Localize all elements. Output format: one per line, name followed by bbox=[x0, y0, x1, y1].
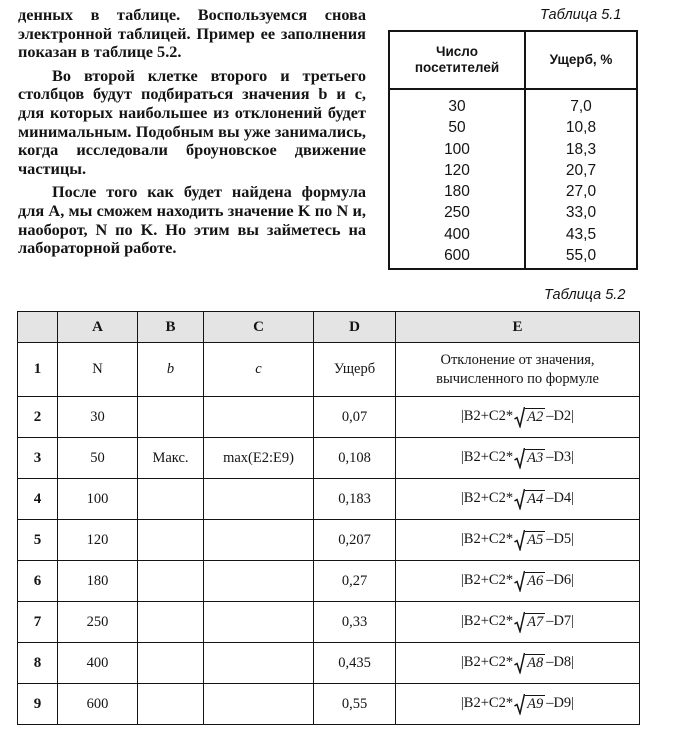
cell-b bbox=[138, 479, 204, 520]
cell-a: 120 bbox=[58, 520, 138, 561]
damage-value: 10,8 bbox=[565, 119, 597, 137]
cell-c bbox=[204, 684, 314, 725]
cell-c: c bbox=[204, 343, 314, 397]
sqrt-sign: A7 bbox=[514, 611, 545, 633]
cell-b bbox=[138, 561, 204, 602]
table-5-1-header bbox=[390, 32, 636, 90]
cell-d: 0,435 bbox=[314, 643, 396, 684]
paragraph-2: Во второй клетке второго и третьего столбцов будут подбираться значения b и c, для которых наибольшее из отклонений будет минимальным. Подобным вы уже занимались, когда исследовали броуновское движение частицы. bbox=[18, 65, 366, 178]
row-number: 8 bbox=[18, 643, 58, 684]
cell-b: b bbox=[138, 343, 204, 397]
row-number: 5 bbox=[18, 520, 58, 561]
formula: |B2+C2* A3 –D3| bbox=[461, 449, 574, 465]
cell-b bbox=[138, 602, 204, 643]
cell-a: 180 bbox=[58, 561, 138, 602]
visitors-value: 100 bbox=[444, 140, 470, 158]
cell-c bbox=[204, 561, 314, 602]
table-row bbox=[18, 438, 640, 479]
formula: |B2+C2* A7 –D7| bbox=[461, 613, 574, 629]
col-letter-d: D bbox=[314, 312, 396, 343]
body-text bbox=[18, 6, 366, 263]
cell-e: Отклонение от значения, вычисленного по формуле bbox=[396, 343, 640, 397]
cell-d: 0,33 bbox=[314, 602, 396, 643]
cell-a: 100 bbox=[58, 479, 138, 520]
visitors-column bbox=[390, 90, 526, 270]
damage-value: 27,0 bbox=[565, 183, 597, 201]
damage-value: 43,5 bbox=[565, 225, 597, 243]
sqrt-sign: A8 bbox=[514, 652, 545, 674]
table-5-1 bbox=[388, 30, 638, 270]
row-number: 9 bbox=[18, 684, 58, 725]
cell-d: 0,108 bbox=[314, 438, 396, 479]
cell-c bbox=[204, 643, 314, 684]
cell-d: 0,207 bbox=[314, 520, 396, 561]
cell-e bbox=[396, 561, 640, 602]
visitors-value: 30 bbox=[448, 98, 466, 115]
column-letters-row bbox=[18, 312, 640, 343]
cell-a: 400 bbox=[58, 643, 138, 684]
sqrt-sign: A3 bbox=[514, 447, 545, 469]
damage-value: 7,0 bbox=[570, 98, 592, 115]
table-5-1-body bbox=[390, 90, 636, 270]
visitors-value: 250 bbox=[444, 204, 470, 222]
header-visitors: Число посетителей bbox=[390, 32, 526, 88]
sqrt-sign: A6 bbox=[514, 570, 545, 592]
cell-d: 0,27 bbox=[314, 561, 396, 602]
table-5-1-caption: Таблица 5.1 bbox=[540, 7, 622, 23]
damage-column bbox=[526, 90, 636, 270]
cell-e bbox=[396, 520, 640, 561]
cell-e bbox=[396, 438, 640, 479]
cell-a: N bbox=[58, 343, 138, 397]
table-5-2-caption: Таблица 5.2 bbox=[544, 287, 626, 303]
cell-c bbox=[204, 479, 314, 520]
cell-b bbox=[138, 643, 204, 684]
table-row bbox=[18, 397, 640, 438]
row-number: 3 bbox=[18, 438, 58, 479]
formula: |B2+C2* A2 –D2| bbox=[461, 408, 574, 424]
sqrt-sign: A5 bbox=[514, 529, 545, 551]
formula: |B2+C2* A9 –D9| bbox=[461, 695, 574, 711]
cell-b bbox=[138, 684, 204, 725]
table-5-2 bbox=[17, 311, 640, 725]
col-letter-e: E bbox=[396, 312, 640, 343]
cell-a: 30 bbox=[58, 397, 138, 438]
cell-a: 50 bbox=[58, 438, 138, 479]
row-number: 2 bbox=[18, 397, 58, 438]
cell-d: 0,55 bbox=[314, 684, 396, 725]
corner-cell bbox=[18, 312, 58, 343]
table-row bbox=[18, 684, 640, 725]
cell-e bbox=[396, 643, 640, 684]
row-number: 4 bbox=[18, 479, 58, 520]
cell-d: 0,07 bbox=[314, 397, 396, 438]
row-number: 1 bbox=[18, 343, 58, 397]
sqrt-sign: A4 bbox=[514, 488, 545, 510]
cell-c bbox=[204, 602, 314, 643]
damage-value: 55,0 bbox=[565, 247, 597, 265]
cell-c bbox=[204, 397, 314, 438]
visitors-value: 120 bbox=[444, 161, 470, 179]
col-letter-a: A bbox=[58, 312, 138, 343]
visitors-value: 400 bbox=[444, 225, 470, 243]
formula: |B2+C2* A6 –D6| bbox=[461, 572, 574, 588]
cell-d: Ущерб bbox=[314, 343, 396, 397]
cell-e bbox=[396, 479, 640, 520]
table-row bbox=[18, 343, 640, 397]
col-letter-c: C bbox=[204, 312, 314, 343]
damage-value: 20,7 bbox=[565, 161, 597, 179]
damage-value: 18,3 bbox=[565, 140, 597, 158]
visitors-value: 180 bbox=[444, 183, 470, 201]
cell-e bbox=[396, 602, 640, 643]
cell-c: max(E2:E9) bbox=[204, 438, 314, 479]
cell-e bbox=[396, 397, 640, 438]
damage-value: 33,0 bbox=[565, 204, 597, 222]
row-number: 6 bbox=[18, 561, 58, 602]
cell-b bbox=[138, 397, 204, 438]
visitors-value: 50 bbox=[448, 119, 466, 137]
formula: |B2+C2* A4 –D4| bbox=[461, 490, 574, 506]
formula: |B2+C2* A5 –D5| bbox=[461, 531, 574, 547]
cell-a: 250 bbox=[58, 602, 138, 643]
cell-e bbox=[396, 684, 640, 725]
paragraph-3: После того как будет найдена формула для A, мы сможем находить значение K по N и, наоборот, N по K. Но этим вы займетесь на лабораторной работе. bbox=[18, 182, 366, 258]
row-number: 7 bbox=[18, 602, 58, 643]
header-damage: Ущерб, % bbox=[549, 52, 613, 67]
table-row bbox=[18, 643, 640, 684]
cell-b: Макс. bbox=[138, 438, 204, 479]
col-letter-b: B bbox=[138, 312, 204, 343]
formula: |B2+C2* A8 –D8| bbox=[461, 654, 574, 670]
table-row bbox=[18, 479, 640, 520]
table-row bbox=[18, 561, 640, 602]
cell-d: 0,183 bbox=[314, 479, 396, 520]
cell-b bbox=[138, 520, 204, 561]
sqrt-sign: A2 bbox=[514, 406, 545, 428]
paragraph-1: денных в таблице. Воспользуемся снова электронной таблицей. Пример ее заполнения показан в таблице 5.2. bbox=[18, 5, 366, 62]
visitors-value: 600 bbox=[444, 247, 470, 265]
table-row bbox=[18, 602, 640, 643]
cell-a: 600 bbox=[58, 684, 138, 725]
cell-c bbox=[204, 520, 314, 561]
table-row bbox=[18, 520, 640, 561]
sqrt-sign: A9 bbox=[514, 693, 545, 715]
